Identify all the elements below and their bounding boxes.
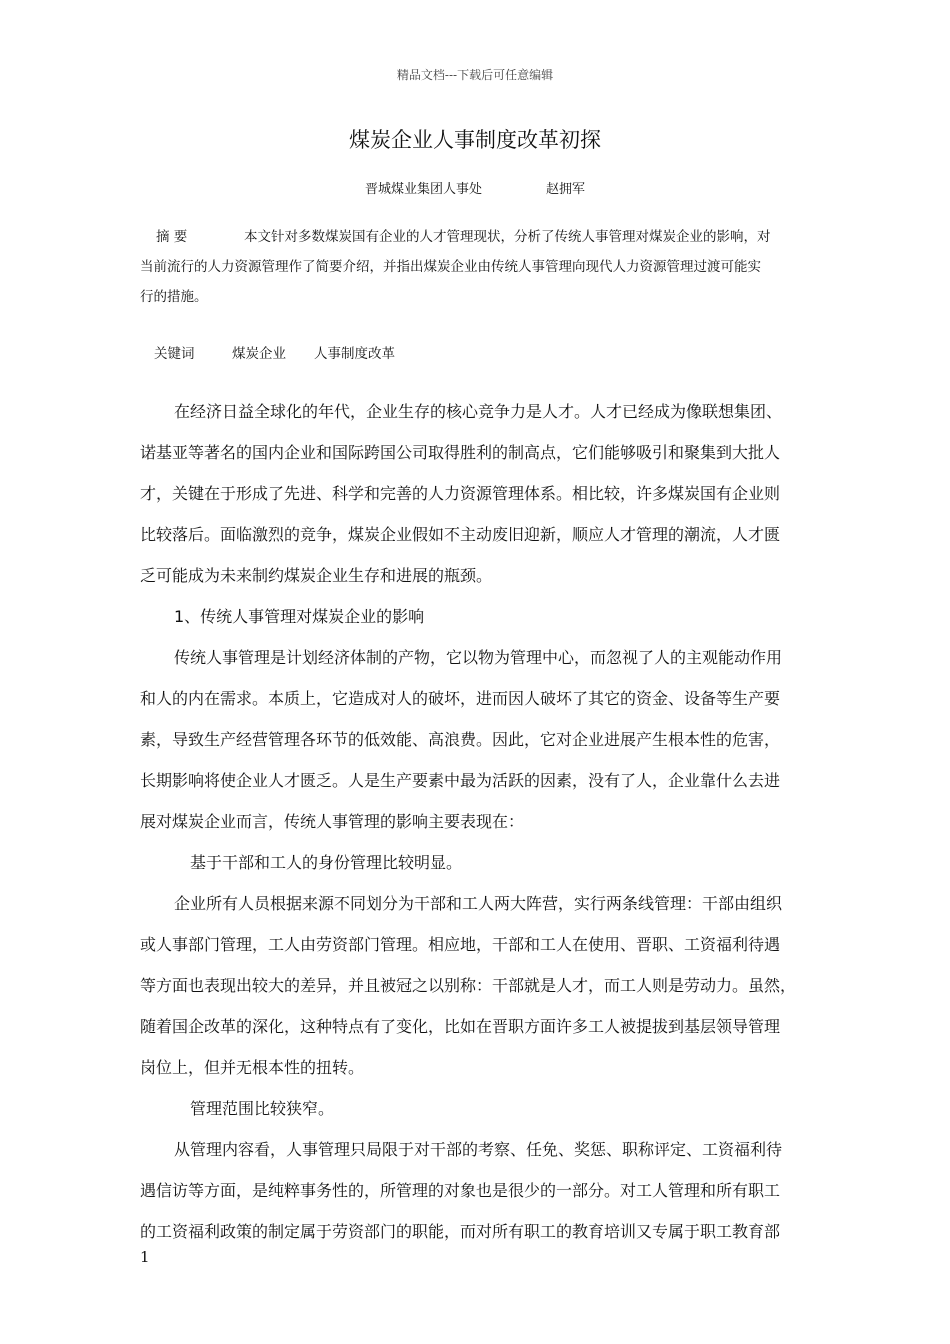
author-line [0, 178, 950, 197]
subsection-heading: 管理范围比较狭窄。 [190, 1099, 335, 1118]
author-name: 赵拥军 [546, 182, 586, 197]
abstract [140, 222, 812, 312]
paragraph-line: 乏可能成为未来制约煤炭企业生存和进展的瓶颈。 [140, 566, 493, 585]
keyword-item: 人事制度改革 [314, 346, 395, 362]
document-title: 煤炭企业人事制度改革初探 [349, 128, 601, 152]
section-heading: 1、传统人事管理对煤炭企业的影响 [174, 607, 425, 626]
keywords [154, 342, 423, 362]
header-note: 精品文档---下载后可任意编辑 [396, 68, 554, 82]
abstract-label: 摘 要 [156, 229, 188, 245]
paragraph-line: 传统人事管理是计划经济体制的产物，它以物为管理中心，而忽视了人的主观能动作用 [174, 648, 783, 667]
paragraph-line: 和人的内在需求。本质上，它造成对人的破坏，进而因人破坏了其它的资金、设备等生产要 [140, 689, 781, 708]
abstract-text: 本文针对多数煤炭国有企业的人才管理现状，分析了传统人事管理对煤炭企业的影响，对 [244, 229, 771, 245]
page-number: 1 [140, 1248, 150, 1266]
keyword-item: 煤炭企业 [232, 346, 286, 362]
paragraph-line: 素，导致生产经营管理各环节的低效能、高浪费。因此，它对企业进展产生根本性的危害， [140, 730, 781, 749]
paragraph-line: 才，关键在于形成了先进、科学和完善的人力资源管理体系。相比较，许多煤炭国有企业则 [140, 484, 781, 503]
subsection-heading: 基于干部和工人的身份管理比较明显。 [190, 853, 463, 872]
paragraph-line: 岗位上，但并无根本性的扭转。 [140, 1058, 365, 1077]
body-text [140, 398, 812, 1259]
abstract-line [140, 222, 812, 252]
paragraph-line: 比较落后。面临激烈的竞争，煤炭企业假如不主动废旧迎新，顺应人才管理的潮流，人才匮 [140, 525, 781, 544]
paragraph-line: 或人事部门管理，工人由劳资部门管理。相应地，干部和工人在使用、晋职、工资福利待遇 [140, 935, 781, 954]
author-organization: 晋城煤业集团人事处 [364, 182, 482, 197]
paragraph-line: 遇信访等方面，是纯粹事务性的，所管理的对象也是很少的一部分。对工人管理和所有职工 [140, 1181, 781, 1200]
paragraph-line: 展对煤炭企业而言，传统人事管理的影响主要表现在： [140, 812, 525, 831]
paragraph-line: 随着国企改革的深化，这种特点有了变化，比如在晋职方面许多工人被提拔到基层领导管理 [140, 1017, 781, 1036]
abstract-line: 当前流行的人力资源管理作了简要介绍，并指出煤炭企业由传统人事管理向现代人力资源管理过渡可能实 [140, 259, 761, 275]
paragraph-line: 长期影响将使企业人才匮乏。人是生产要素中最为活跃的因素，没有了人，企业靠什么去进 [140, 771, 781, 790]
paragraph-line: 在经济日益全球化的年代，企业生存的核心竞争力是人才。人才已经成为像联想集团、 [174, 402, 783, 421]
paragraph-line: 企业所有人员根据来源不同划分为干部和工人两大阵营，实行两条线管理：干部由组织 [174, 894, 783, 913]
abstract-line: 行的措施。 [140, 289, 208, 305]
keywords-label: 关键词 [154, 346, 195, 362]
paragraph-line: 诺基亚等著名的国内企业和国际跨国公司取得胜利的制高点，它们能够吸引和聚集到大批人 [140, 443, 781, 462]
paragraph-line: 等方面也表现出较大的差异，并且被冠之以别称：干部就是人才，而工人则是劳动力。虽然， [140, 976, 797, 995]
paragraph-line: 的工资福利政策的制定属于劳资部门的职能，而对所有职工的教育培训又专属于职工教育部 [140, 1222, 781, 1241]
paragraph-line: 从管理内容看，人事管理只局限于对干部的考察、任免、奖惩、职称评定、工资福利待 [174, 1140, 783, 1159]
